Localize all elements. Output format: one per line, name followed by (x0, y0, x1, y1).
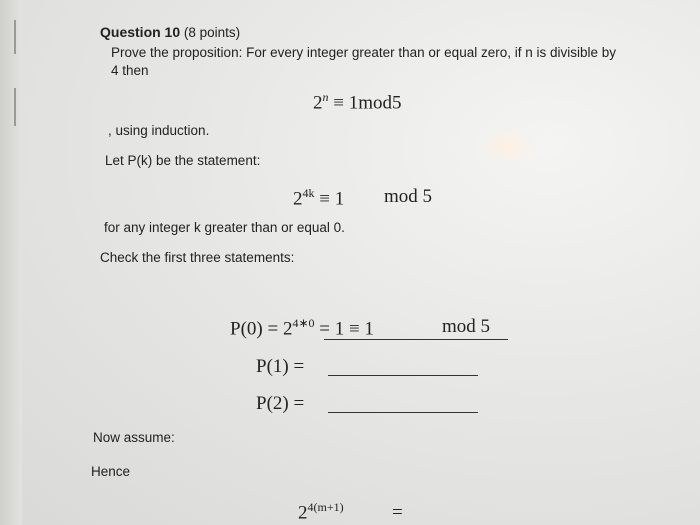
p1-answer-blank (328, 375, 478, 376)
prompt-line-2: 4 then (111, 63, 149, 78)
final-formula-eq: = (392, 502, 403, 523)
question-points: (8 points) (183, 25, 241, 40)
p0-lhs: P(0) = (230, 318, 283, 340)
pk-formula-mod: mod 5 (384, 186, 433, 207)
formula-main-rest: ≡ 1mod5 (328, 92, 402, 114)
pk-formula-exp: 4k (302, 186, 315, 200)
p1-lhs: P(1) = (256, 356, 305, 377)
p0-formula (230, 316, 374, 340)
question-heading (100, 24, 240, 40)
hence-text: Hence (91, 464, 131, 479)
p0-exp: 4∗0 (292, 316, 315, 330)
final-formula (298, 500, 344, 524)
pk-formula-base: 2 (293, 188, 303, 210)
p0-rest: = 1 ≡ 1 (314, 318, 374, 340)
binder-mark (14, 88, 16, 126)
final-formula-base: 2 (298, 502, 308, 524)
now-assume-text: Now assume: (93, 430, 175, 445)
p0-mod: mod 5 (442, 316, 491, 337)
pk-formula (293, 186, 344, 210)
for-any-text: for any integer k greater than or equal 0. (104, 220, 345, 235)
p0-underline (324, 339, 508, 340)
formula-main-base: 2 (313, 92, 323, 114)
p2-lhs: P(2) = (256, 393, 305, 414)
binder-mark (14, 20, 16, 54)
formula-main-exp: n (322, 90, 329, 104)
formula-main (313, 90, 402, 114)
pk-formula-rest: ≡ 1 (314, 188, 345, 210)
check-text: Check the first three statements: (100, 250, 295, 265)
let-statement-text: Let P(k) be the statement: (105, 153, 261, 168)
final-formula-exp: 4(m+1) (307, 500, 344, 514)
using-induction-text: , using induction. (108, 123, 210, 138)
question-title: Question 10 (100, 24, 181, 40)
p0-base: 2 (282, 318, 293, 340)
page-edge (0, 0, 22, 525)
light-glare (478, 128, 538, 164)
prompt-line-1: Prove the proposition: For every integer greater than or equal zero, if n is divisible by (111, 45, 617, 60)
p2-answer-blank (328, 412, 478, 413)
